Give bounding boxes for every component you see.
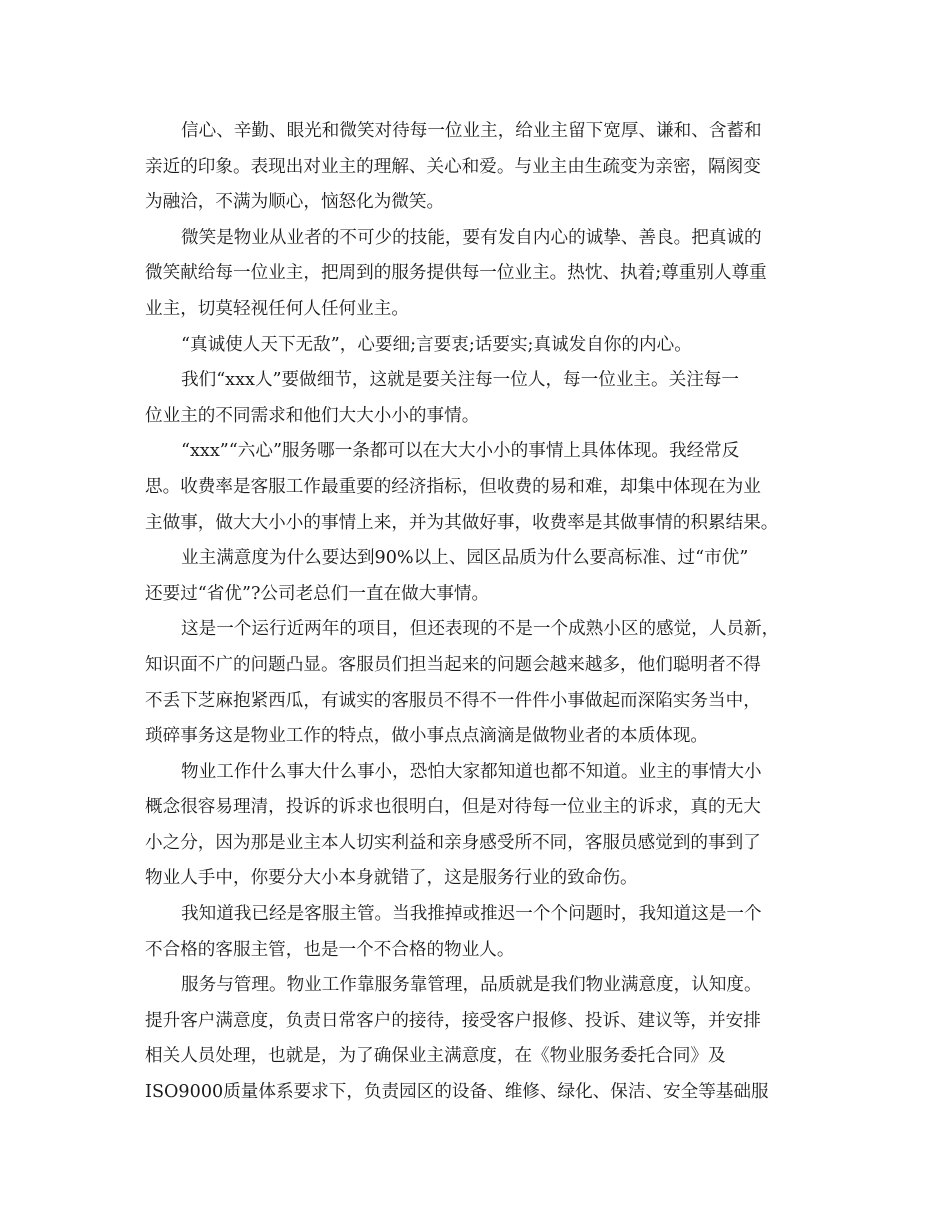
paragraph-line: 主做事，做大大小小的事情上来，并为其做好事，收费率是其做事情的积累结果。 [145,512,779,533]
paragraph-first-line: 微笑是物业从业者的不可少的技能，要有发自内心的诚挚、善良。把真诚的 [181,227,762,248]
document-body [145,114,807,1111]
paragraph-first-line: 服务与管理。物业工作靠服务靠管理，品质就是我们物业满意度，认知度。 [181,975,762,996]
paragraph-line: 思。收费率是客服工作最重要的经济指标，但收费的易和难，却集中体现在为业 [145,476,761,497]
paragraph-line: 小之分，因为那是业主本人切实利益和亲身感受所不同，客服员感觉到的事到了 [145,832,761,853]
paragraph-line: 概念很容易理清，投诉的诉求也很明白，但是对待每一位业主的诉求，真的无大 [145,797,761,818]
paragraph-first-line: 我知道我已经是客服主管。当我推掉或推迟一个个问题时，我知道这是一个 [181,904,762,925]
paragraph-line: 提升客户满意度，负责日常客户的接待，接受客户报修、投诉、建议等，并安排 [145,1010,761,1031]
paragraph-line: 相关人员处理，也就是，为了确保业主满意度，在《物业服务委托合同》及 [145,1046,726,1067]
paragraph-line: 位业主的不同需求和他们大大小小的事情。 [145,405,480,426]
paragraph-first-line: “xxx”“六心”服务哪一条都可以在大大小小的事情上具体体现。我经常反 [181,441,740,462]
paragraph-first-line: 信心、辛勤、眼光和微笑对待每一位业主，给业主留下宽厚、谦和、含蓄和 [181,121,762,141]
paragraph-line: 业主，切莫轻视任何人任何业主。 [145,298,409,319]
paragraph-line: 为融洽，不满为顺心，恼怒化为微笑。 [145,192,445,213]
paragraph-first-line: 我们“xxx人”要做细节，这就是要关注每一位人，每一位业主。关注每一 [181,370,739,391]
paragraph-line: 还要过“省优”?公司老总们一直在做大事情。 [145,583,490,604]
paragraph-line: 不合格的客服主管，也是一个不合格的物业人。 [145,939,515,960]
paragraph-line: 微笑献给每一位业主，把周到的服务提供每一位业主。热忱、执着;尊重别人尊重 [145,263,767,284]
paragraph-line: ISO9000质量体系要求下，负责园区的设备、维修、绿化、保洁、安全等基础服 [145,1082,769,1103]
paragraph-first-line: 物业工作什么事大什么事小，恐怕大家都知道也都不知道。业主的事情大小 [181,761,762,782]
paragraph-first-line: “真诚使人天下无敌”，心要细;言要衷;话要实;真诚发自你的内心。 [181,334,692,355]
paragraph-line: 物业人手中，你要分大小本身就错了，这是服务行业的致命伤。 [145,868,638,889]
paragraph-line: 不丢下芝麻抱紧西瓜，有诚实的客服员不得不一件件小事做起而深陷实务当中， [145,690,761,711]
paragraph-line: 琐碎事务这是物业工作的特点，做小事点点滴滴是做物业者的本质体现。 [145,726,709,747]
paragraph-line: 知识面不广的问题凸显。客服员们担当起来的问题会越来越多，他们聪明者不得 [145,654,761,675]
paragraph-line: 亲近的印象。表现出对业主的理解、关心和爱。与业主由生疏变为亲密，隔阂变 [145,156,761,177]
paragraph-first-line: 业主满意度为什么要达到90%以上、园区品质为什么要高标准、过“市优” [181,548,749,569]
paragraph-first-line: 这是一个运行近两年的项目，但还表现的不是一个成熟小区的感觉，人员新， [181,619,780,640]
